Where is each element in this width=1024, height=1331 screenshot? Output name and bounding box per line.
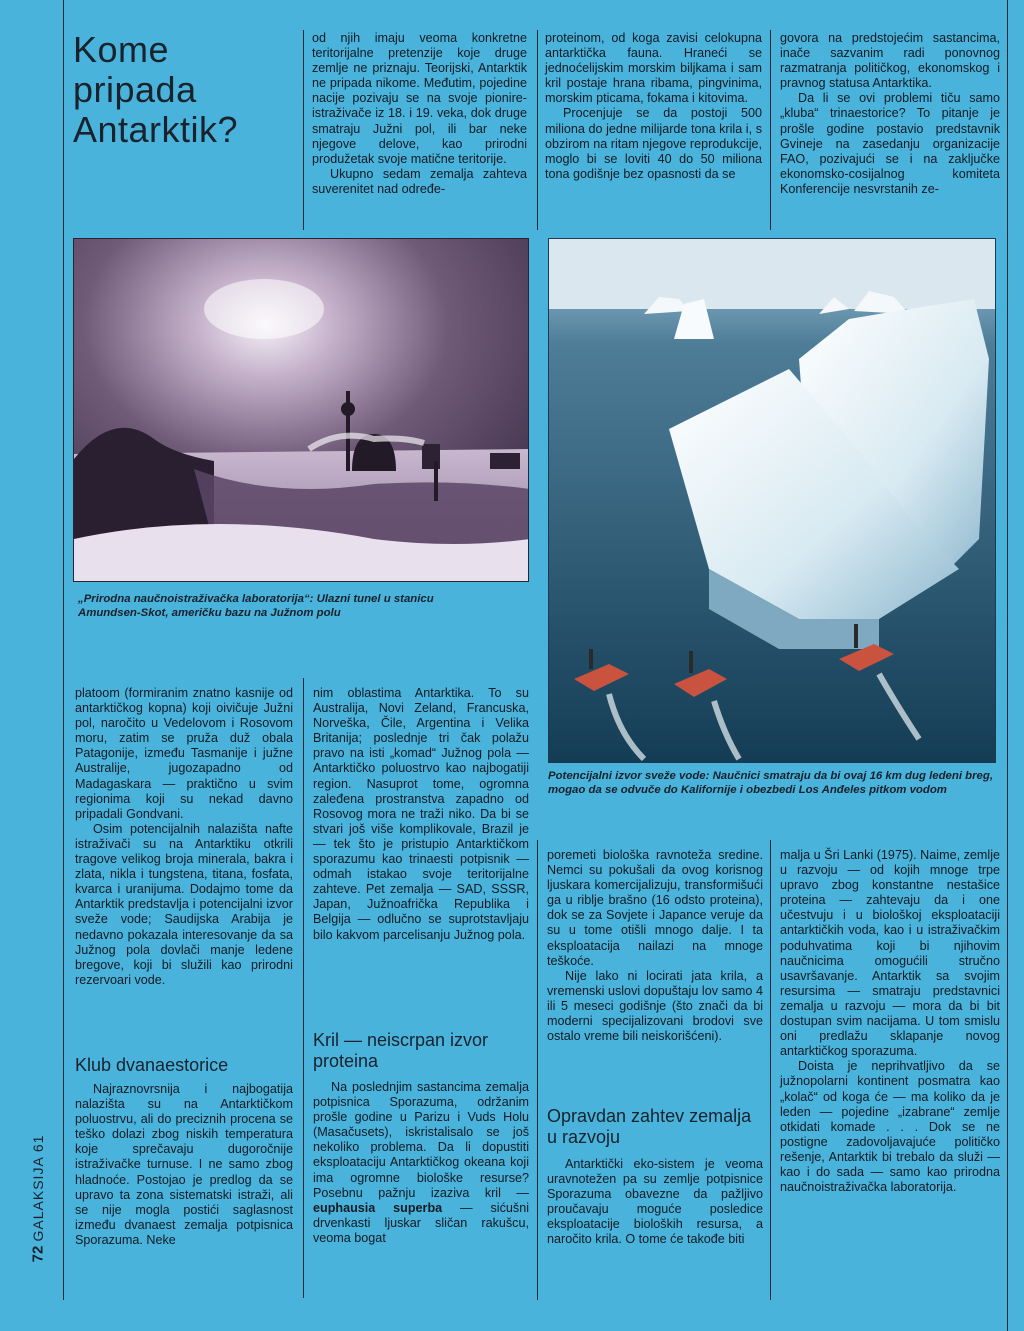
species-name: euphausia superba bbox=[313, 1200, 443, 1215]
column-rule bbox=[770, 30, 771, 230]
paragraph: Osim potencijalnih nalazišta nafte istraživači su na Antarktiku otkrili tragove velikog broja minerala, bakra i zlata, nikla i tungstena, titana, fosfata, kvarca i uranijuma. Dodajmo tome da Antarktik predstavlja i potencijalni izvor sveže vode; Saudijska Arabija je nedavno pokazala interesovanje da sa Južnog pola dovlači manje ledene bregove, koji bi služili kao prirodni rezervoari vode. bbox=[75, 821, 293, 987]
paragraph: Ukupno sedam zemalja zahteva suverenitet nad određe- bbox=[312, 166, 527, 196]
page-folio bbox=[26, 1132, 50, 1282]
body-column-1-cont bbox=[75, 1082, 293, 1248]
paragraph: Procenjuje se da postoji 500 miliona do jedne milijarde tona krila i, s obzirom na ritam njegove reprodukcije, moglo bi se loviti 40 do 50 miliona tona godišnje bez opasnosti da se bbox=[545, 106, 762, 181]
paragraph: platoom (formiranim znatno kasnije od antarktičkog kopna) koji oivičuje Južni pol, naročito u Vedelovom i Rosovom moru, zatim se pruža duž obala Patagonije, između Tasmanije i južne Australije, jugozapadno od Madagaskara — praktično u svim regionima koji su nekad davno pripadali Gondvani. bbox=[75, 686, 293, 821]
subhead-kril: Kril — neiscrpan izvor proteina bbox=[313, 1030, 489, 1071]
paragraph: Doista je neprihvatljivo da se južnopolarni kontinent posmatra kao „kolač“ od koga će — ma koliko da je leden — pojedine „izabrane“ zemlje otkidati komade . . . Dok se ne postigne zadovoljavajuće političko rešenje, Antarktik bi trebalo da služi — kao i do sada — samo kao prirodna naučnoistraživačka laboratorija. bbox=[780, 1059, 1000, 1195]
paragraph: malja u Šri Lanki (1975). Naime, zemlje u razvoju — od kojih mnoge trpe upravo zbog konstantne nestašice proteina — zahtevaju da i one učestvuju i u biološkoj eksploataciji antarktičkih voda, kao i u istraživačkim poduhvatima koji bi njihovim naučnicima omogućili stručno usavršavanje. Antarktik sa svojim resursima — smatraju predstavnici zemalja u razvoju — mora da bi bit dostupan svim nacijama. U tom smislu oni predlažu sklapanje novog antarktičkog sporazuma. bbox=[780, 848, 1000, 1059]
photo-iceberg bbox=[548, 238, 996, 763]
paragraph: Nije lako ni locirati jata krila, a vremenski uslovi dopuštaju lov samo 4 ili 5 meseci godišnje (što znači da bi moderni specijalizovani brodovi sve ostalo vreme bili neiskorišćeni). bbox=[547, 968, 763, 1044]
column-rule bbox=[63, 0, 64, 1300]
paragraph: poremeti biološka ravnoteža sredine. Nemci su pokušali da ovog korisnog ljuskara komercijalizuju, transformišući ga u riblje brašno (16 odsto proteina), dok se za Sovjete i Japance veruje da su u tome otišli mnogo dalje. I ta eksploatacija nailazi na mnoge teškoće. bbox=[547, 848, 763, 968]
caption-left: „Prirodna naučnoistraživačka laboratorija“: Ulazni tunel u stanicu Amundsen-Skot, američku bazu na Južnom polu bbox=[78, 593, 434, 619]
paragraph bbox=[313, 1080, 529, 1246]
column-rule bbox=[770, 840, 771, 1300]
paragraph: od njih imaju veoma konkretne teritorijalne pretenzije koje druge zemlje ne priznaju. Teorijski, Antarktik ne pripada nikome. Međutim, pojedine nacije pozivaju se na svoje pionire-istraživače iz 18. i 19. veka, dok druge smatraju Južni pol, ili bar neke njegove delove, kao prirodni produžetak svoje matične teritorije. bbox=[312, 31, 527, 166]
paragraph: nim oblastima Antarktika. To su Australija, Novi Zeland, Francuska, Norveška, Čile, Argentina i Velika Britanija; poslednje tri čak polažu pravo na isti „komad“ Južnog pola — Antarktičko poluostrvo kao najbogatiji region. Nasuprot tome, ogromna zaleđena prostranstva zapadno od Rosovog mora ne traži niko. Da bi se stvari još više komplikovale, Brazil je — tek što je pristupio Antarktičkom sporazumu kao trinaesti potpisnik — odmah istakao svoje teritorijalne zahteve. Pet zemalja — SAD, SSSR, Japan, Južnoafrička Republika i Belgija — odlučno se suprotstavljaju bilo kakvom parcelisanju Južnog pola. bbox=[313, 686, 529, 942]
body-column-3-cont bbox=[547, 1157, 763, 1248]
intro-column-2 bbox=[545, 31, 762, 182]
photo-polar-station bbox=[73, 238, 529, 582]
column-rule bbox=[537, 30, 538, 230]
body-column-4 bbox=[780, 848, 1000, 1195]
iceberg-illustration bbox=[549, 239, 996, 763]
intro-column-3 bbox=[780, 31, 1000, 197]
subhead-opravdan: Opravdan zahtev zemalja u razvoju bbox=[547, 1106, 752, 1147]
magazine-name: GALAKSIJA 61 bbox=[30, 1134, 46, 1242]
intro-column-1 bbox=[312, 31, 527, 197]
paragraph: Da li se ovi problemi tiču samo „kluba“ trinaestorice? To pitanje je prošle godine postavio predstavnik Gvineje na zasedanju organizacije FAO, pozivajući se i na zaključke ekonomsko-cosijalnog komiteta Konferencije nesvrstanih ze- bbox=[780, 91, 1000, 196]
body-column-3 bbox=[547, 848, 763, 1044]
paragraph: proteinom, od koga zavisi celokupna antarktička fauna. Hraneći se jednoćelijskim morskim biljkama i sam kril postaje hrana ribama, pingvinima, morskim pticama, fokama i kitovima. bbox=[545, 31, 762, 106]
subhead-klub: Klub dvanaestorice bbox=[75, 1055, 229, 1075]
headline-line: Kome bbox=[73, 29, 170, 70]
paragraph: Antarktički eko-sistem je veoma uravnotežen pa su zemlje potpisnice Sporazuma obavezne da pažljivo proučavaju moguće posledice eksploatacije bioloških resursa, a naročito krila. O tome će takođe biti bbox=[547, 1157, 763, 1247]
paragraph: govora na predstojećim sastancima, inače sazvanim radi ponovnog razmatranja političkog, ekonomskog i pravnog statusa Antarktika. bbox=[780, 31, 1000, 91]
caption-right: Potencijalni izvor sveže vode: Naučnici smatraju da bi ovaj 16 km dug ledeni breg, mogao da se odvuče do Kalifornije i obezbedi Los Anđeles pitkom vodom bbox=[548, 770, 994, 796]
polar-station-illustration bbox=[74, 239, 529, 582]
column-rule bbox=[537, 840, 538, 1300]
column-rule bbox=[1007, 0, 1008, 1331]
text-run: — sićušni drvenkasti ljuskar sličan rakušcu, veoma bogat bbox=[313, 1200, 529, 1245]
headline-line: Antarktik? bbox=[73, 109, 239, 150]
paragraph: Najraznovrsnija i najbogatija nalazišta su na Antarktičkom poluostrvu, ali do preciznih procena se teško dolazi zbog niskih temperatura koje sprečavaju dugoročnije istraživačke turnuse. I ne samo zbog hladnoće. Postojao je predlog da se upravo ta zona sistematski istraži, ali se nije mogla postići saglasnost između dvanaest zemalja potpisnica Sporazuma. Neke bbox=[75, 1082, 293, 1247]
headline-line: pripada bbox=[73, 69, 197, 110]
text-run: Na poslednjim sastancima zemalja potpisnica Sporazuma, održanim prošle godine u Parizu i Vuds Holu (Masačusets), iskristalisalo se još nekoliko problema. Da li dopustiti eksploataciju Antarktičkog okeana koji ima ogromne biološke resurse? Posebnu pažnju izaziva kril — bbox=[313, 1080, 529, 1200]
article-headline bbox=[73, 30, 293, 150]
body-column-1 bbox=[75, 686, 293, 988]
body-column-2 bbox=[313, 686, 529, 943]
page-number: 72 bbox=[29, 1245, 47, 1263]
column-rule bbox=[303, 678, 304, 1298]
body-column-2-cont bbox=[313, 1080, 529, 1246]
column-rule bbox=[303, 30, 304, 230]
